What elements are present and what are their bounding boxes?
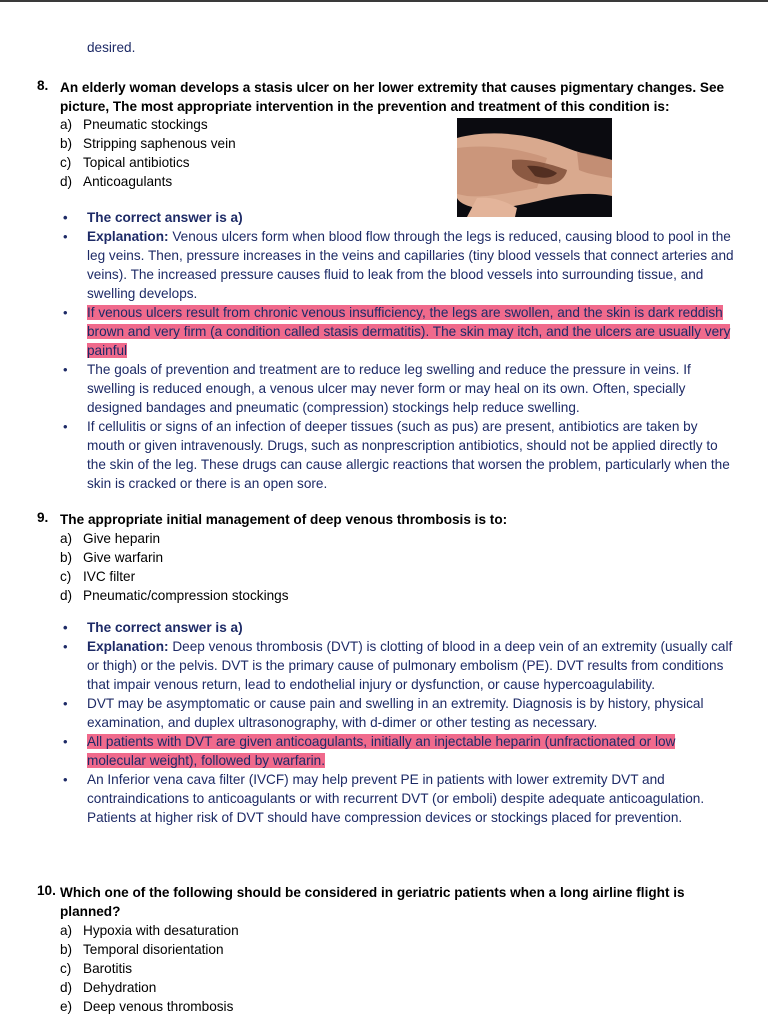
explanation-point: • An Inferior vena cava filter (IVCF) may help prevent PE in patients with lower extremity DVT and contraindications to anticoagulants or with recurrent DVT (or emboli) despite adequate anticoagulation. Patients at higher risk of DVT should have compression devices or stockings placed for prevention. bbox=[58, 770, 738, 827]
question-number: 10. bbox=[37, 883, 56, 898]
option: a) Give heparin bbox=[60, 531, 161, 546]
option: e) Deep venous thrombosis bbox=[60, 999, 234, 1014]
option: c) Barotitis bbox=[60, 961, 133, 976]
option: b) Stripping saphenous vein bbox=[60, 136, 236, 151]
leg-stasis-ulcer-photo bbox=[457, 118, 612, 217]
option: d) Anticoagulants bbox=[60, 174, 173, 189]
option: d) Dehydration bbox=[60, 980, 157, 995]
continued-text: desired. bbox=[87, 40, 136, 55]
highlighted-text: All patients with DVT are given anticoagulants, initially an injectable heparin (unfractionated or low molecular weight), followed by warfarin. bbox=[87, 734, 676, 768]
explanation-item: • Explanation: Venous ulcers form when blood flow through the legs is reduced, causing blood to pool in the leg veins. Then, pressure increases in the veins and capillaries (tiny blood vessels that connect arteries and veins). The increased pressure causes fluid to leak from the blood vessels into surrounding tissue, and swelling develops. bbox=[58, 227, 738, 303]
explanation-point: • If cellulitis or signs of an infection of deeper tissues (such as pus) are present, antibiotics are taken by mouth or given intravenously. Drugs, such as nonprescription antibiotics, should not be applied directly to the skin of the leg. These drugs can cause allergic reactions that worsen the problem, particularly when the skin is cracked or there is an open sore. bbox=[58, 417, 738, 493]
question-text: An elderly woman develops a stasis ulcer on her lower extremity that causes pigmentary changes. See picture, The most appropriate intervention in the prevention and treatment of this condition is: bbox=[60, 80, 725, 114]
option: a) Hypoxia with desaturation bbox=[60, 923, 239, 938]
question-text: The appropriate initial management of deep venous thrombosis is to: bbox=[60, 512, 508, 527]
option: d) Pneumatic/compression stockings bbox=[60, 588, 289, 603]
option: c) Topical antibiotics bbox=[60, 155, 190, 170]
option: c) IVC filter bbox=[60, 569, 136, 584]
top-border bbox=[0, 0, 768, 2]
correct-answer: • The correct answer is a) bbox=[58, 208, 738, 227]
question-number: 8. bbox=[37, 78, 49, 93]
answer-list bbox=[58, 618, 738, 827]
highlighted-text: If venous ulcers result from chronic venous insufficiency, the legs are swollen, and the skin is dark reddish brown and very firm (a condition called stasis dermatitis). The skin may itch, and the ulcers are usually very painful bbox=[87, 305, 731, 358]
question-number: 9. bbox=[37, 510, 49, 525]
highlighted-item bbox=[58, 303, 738, 360]
explanation-point: • DVT may be asymptomatic or cause pain and swelling in an extremity. Diagnosis is by history, physical examination, and duplex ultrasonography, with d-dimer or other testing as necessary. bbox=[58, 694, 738, 732]
option: a) Pneumatic stockings bbox=[60, 117, 208, 132]
answer-list bbox=[58, 208, 738, 493]
highlighted-item bbox=[58, 732, 738, 770]
option: b) Give warfarin bbox=[60, 550, 164, 565]
explanation-point: • The goals of prevention and treatment are to reduce leg swelling and reduce the pressure in veins. If swelling is reduced enough, a venous ulcer may never form or may heal on its own. Often, specially designed bandages and pneumatic (compression) stockings help reduce swelling. bbox=[58, 360, 738, 417]
question-text: Which one of the following should be considered in geriatric patients when a long airline flight is planned? bbox=[60, 885, 685, 919]
option: b) Temporal disorientation bbox=[60, 942, 224, 957]
correct-answer: • The correct answer is a) bbox=[58, 618, 738, 637]
explanation-item: • Explanation: Deep venous thrombosis (DVT) is clotting of blood in a deep vein of an extremity (usually calf or thigh) or the pelvis. DVT is the primary cause of pulmonary embolism (PE). DVT results from conditions that impair venous return, lead to endothelial injury or dysfunction, or cause hypercoagulability. bbox=[58, 637, 738, 694]
